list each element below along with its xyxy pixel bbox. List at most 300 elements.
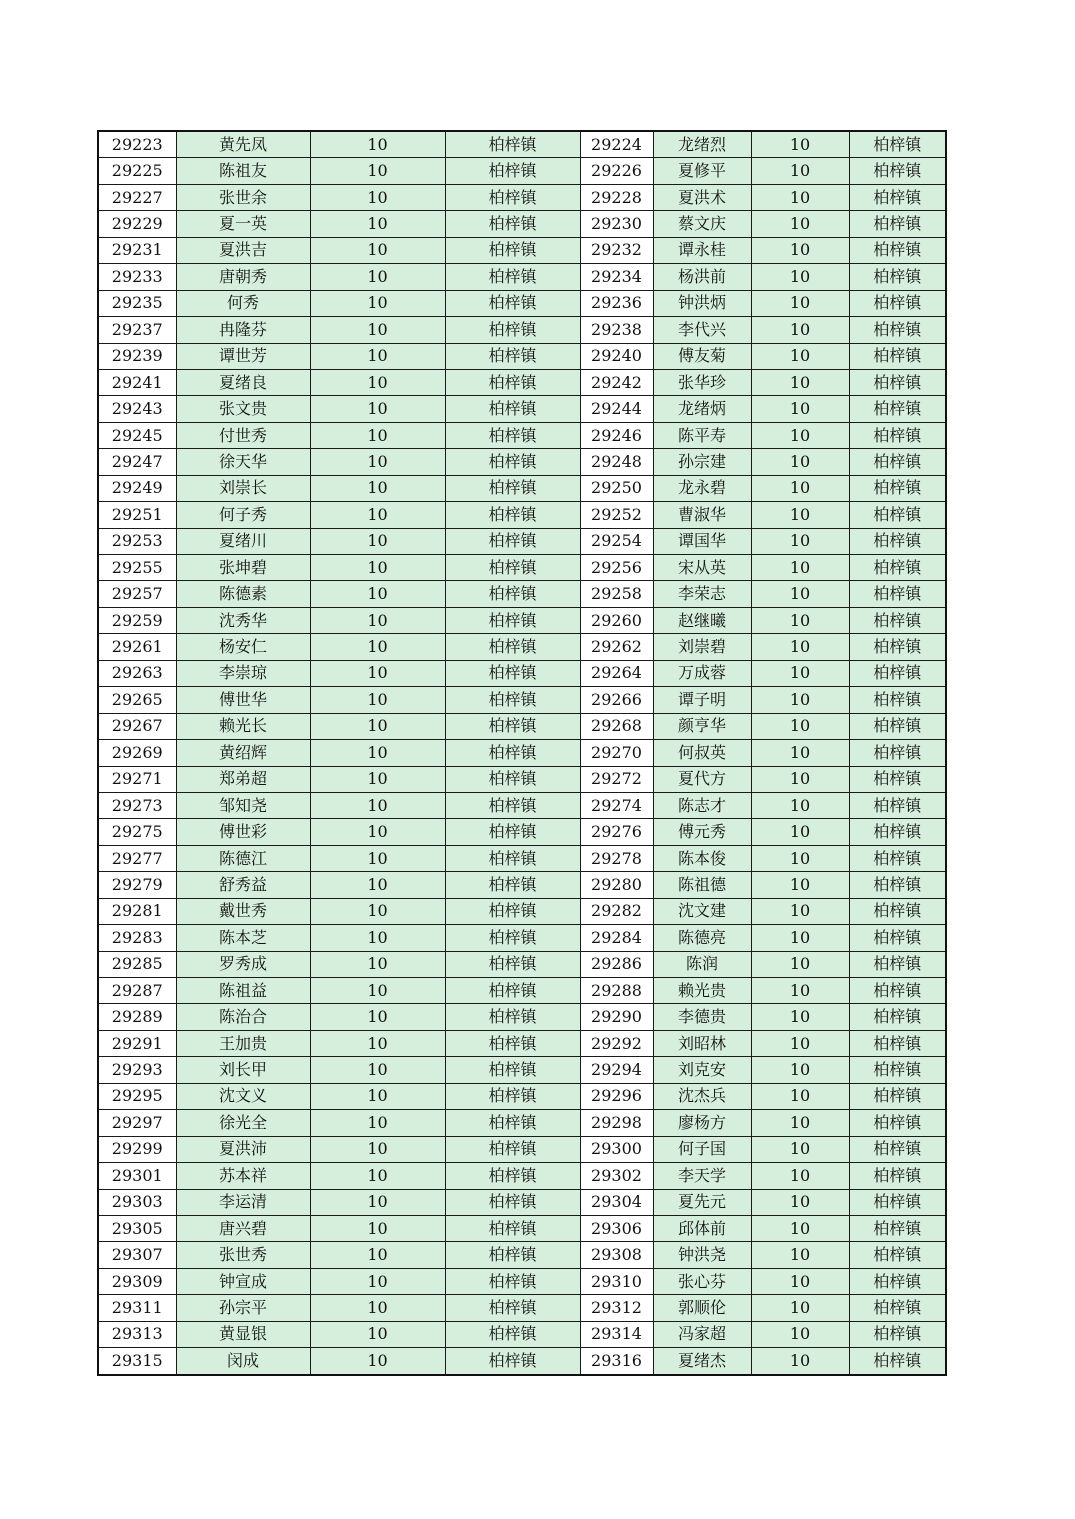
town-cell: 柏梓镇 — [849, 1136, 946, 1162]
town-cell: 柏梓镇 — [445, 528, 580, 554]
id-cell: 29294 — [580, 1057, 653, 1083]
id-cell: 29230 — [580, 211, 653, 237]
id-cell: 29311 — [98, 1295, 176, 1321]
name-cell: 刘长甲 — [176, 1057, 310, 1083]
town-cell: 柏梓镇 — [445, 502, 580, 528]
amount-cell: 10 — [310, 634, 445, 660]
town-cell: 柏梓镇 — [445, 898, 580, 924]
id-cell: 29268 — [580, 713, 653, 739]
amount-cell: 10 — [751, 581, 849, 607]
id-cell: 29248 — [580, 449, 653, 475]
id-cell: 29255 — [98, 555, 176, 581]
id-cell: 29274 — [580, 792, 653, 818]
name-cell: 孙宗建 — [653, 449, 751, 475]
town-cell: 柏梓镇 — [445, 211, 580, 237]
name-cell: 颜亨华 — [653, 713, 751, 739]
amount-cell: 10 — [751, 1057, 849, 1083]
amount-cell: 10 — [310, 555, 445, 581]
town-cell: 柏梓镇 — [849, 581, 946, 607]
amount-cell: 10 — [310, 607, 445, 633]
amount-cell: 10 — [310, 1348, 445, 1375]
name-cell: 钟宣成 — [176, 1268, 310, 1294]
id-cell: 29244 — [580, 396, 653, 422]
id-cell: 29277 — [98, 845, 176, 871]
town-cell: 柏梓镇 — [445, 449, 580, 475]
table-row — [98, 1110, 946, 1136]
id-cell: 29232 — [580, 237, 653, 263]
amount-cell: 10 — [310, 1136, 445, 1162]
id-cell: 29272 — [580, 766, 653, 792]
name-cell: 夏洪术 — [653, 184, 751, 210]
table-row — [98, 1215, 946, 1241]
id-cell: 29300 — [580, 1136, 653, 1162]
name-cell: 杨安仁 — [176, 634, 310, 660]
data-table — [97, 130, 947, 1376]
town-cell: 柏梓镇 — [445, 978, 580, 1004]
amount-cell: 10 — [751, 158, 849, 184]
name-cell: 陈祖友 — [176, 158, 310, 184]
name-cell: 李德贵 — [653, 1004, 751, 1030]
id-cell: 29239 — [98, 343, 176, 369]
id-cell: 29313 — [98, 1321, 176, 1347]
town-cell: 柏梓镇 — [445, 237, 580, 263]
town-cell: 柏梓镇 — [849, 872, 946, 898]
table-row — [98, 1057, 946, 1083]
amount-cell: 10 — [310, 1030, 445, 1056]
amount-cell: 10 — [751, 740, 849, 766]
name-cell: 夏先元 — [653, 1189, 751, 1215]
id-cell: 29227 — [98, 184, 176, 210]
town-cell: 柏梓镇 — [445, 792, 580, 818]
id-cell: 29297 — [98, 1110, 176, 1136]
amount-cell: 10 — [751, 237, 849, 263]
amount-cell: 10 — [310, 1057, 445, 1083]
amount-cell: 10 — [751, 475, 849, 501]
amount-cell: 10 — [751, 660, 849, 686]
id-cell: 29304 — [580, 1189, 653, 1215]
id-cell: 29264 — [580, 660, 653, 686]
amount-cell: 10 — [751, 1189, 849, 1215]
name-cell: 陈德亮 — [653, 925, 751, 951]
name-cell: 谭世芳 — [176, 343, 310, 369]
name-cell: 张世秀 — [176, 1242, 310, 1268]
amount-cell: 10 — [751, 1083, 849, 1109]
name-cell: 傅元秀 — [653, 819, 751, 845]
town-cell: 柏梓镇 — [445, 475, 580, 501]
amount-cell: 10 — [310, 1189, 445, 1215]
amount-cell: 10 — [310, 1110, 445, 1136]
id-cell: 29245 — [98, 422, 176, 448]
name-cell: 张世余 — [176, 184, 310, 210]
id-cell: 29316 — [580, 1348, 653, 1375]
table-row — [98, 131, 946, 158]
id-cell: 29223 — [98, 131, 176, 158]
town-cell: 柏梓镇 — [849, 1348, 946, 1375]
town-cell: 柏梓镇 — [849, 528, 946, 554]
name-cell: 赖光贵 — [653, 978, 751, 1004]
town-cell: 柏梓镇 — [445, 290, 580, 316]
amount-cell: 10 — [310, 660, 445, 686]
table-row — [98, 184, 946, 210]
id-cell: 29247 — [98, 449, 176, 475]
town-cell: 柏梓镇 — [445, 555, 580, 581]
town-cell: 柏梓镇 — [445, 766, 580, 792]
name-cell: 龙绪炳 — [653, 396, 751, 422]
name-cell: 沈文义 — [176, 1083, 310, 1109]
amount-cell: 10 — [751, 422, 849, 448]
name-cell: 夏绪杰 — [653, 1348, 751, 1375]
name-cell: 何秀 — [176, 290, 310, 316]
amount-cell: 10 — [310, 978, 445, 1004]
id-cell: 29275 — [98, 819, 176, 845]
id-cell: 29249 — [98, 475, 176, 501]
town-cell: 柏梓镇 — [849, 1057, 946, 1083]
name-cell: 傅世彩 — [176, 819, 310, 845]
name-cell: 陈本芝 — [176, 925, 310, 951]
town-cell: 柏梓镇 — [445, 1004, 580, 1030]
id-cell: 29290 — [580, 1004, 653, 1030]
name-cell: 付世秀 — [176, 422, 310, 448]
id-cell: 29260 — [580, 607, 653, 633]
town-cell: 柏梓镇 — [849, 396, 946, 422]
amount-cell: 10 — [751, 925, 849, 951]
id-cell: 29301 — [98, 1163, 176, 1189]
name-cell: 陈治合 — [176, 1004, 310, 1030]
id-cell: 29298 — [580, 1110, 653, 1136]
table-row — [98, 607, 946, 633]
town-cell: 柏梓镇 — [445, 872, 580, 898]
amount-cell: 10 — [310, 158, 445, 184]
amount-cell: 10 — [751, 1321, 849, 1347]
town-cell: 柏梓镇 — [849, 1030, 946, 1056]
name-cell: 唐朝秀 — [176, 264, 310, 290]
amount-cell: 10 — [751, 1163, 849, 1189]
town-cell: 柏梓镇 — [849, 1215, 946, 1241]
table-row — [98, 528, 946, 554]
id-cell: 29251 — [98, 502, 176, 528]
table-row — [98, 925, 946, 951]
name-cell: 夏绪良 — [176, 369, 310, 395]
id-cell: 29271 — [98, 766, 176, 792]
town-cell: 柏梓镇 — [445, 422, 580, 448]
name-cell: 陈润 — [653, 951, 751, 977]
id-cell: 29240 — [580, 343, 653, 369]
amount-cell: 10 — [751, 1268, 849, 1294]
table-row — [98, 264, 946, 290]
name-cell: 王加贵 — [176, 1030, 310, 1056]
id-cell: 29293 — [98, 1057, 176, 1083]
id-cell: 29279 — [98, 872, 176, 898]
table-row — [98, 449, 946, 475]
name-cell: 谭永桂 — [653, 237, 751, 263]
town-cell: 柏梓镇 — [445, 1295, 580, 1321]
amount-cell: 10 — [751, 131, 849, 158]
town-cell: 柏梓镇 — [849, 978, 946, 1004]
amount-cell: 10 — [310, 898, 445, 924]
amount-cell: 10 — [751, 1030, 849, 1056]
id-cell: 29312 — [580, 1295, 653, 1321]
amount-cell: 10 — [751, 528, 849, 554]
name-cell: 邱体前 — [653, 1215, 751, 1241]
amount-cell: 10 — [751, 845, 849, 871]
table-row — [98, 978, 946, 1004]
id-cell: 29306 — [580, 1215, 653, 1241]
id-cell: 29243 — [98, 396, 176, 422]
name-cell: 刘昭林 — [653, 1030, 751, 1056]
town-cell: 柏梓镇 — [849, 343, 946, 369]
amount-cell: 10 — [310, 422, 445, 448]
id-cell: 29265 — [98, 687, 176, 713]
name-cell: 谭国华 — [653, 528, 751, 554]
id-cell: 29266 — [580, 687, 653, 713]
amount-cell: 10 — [751, 792, 849, 818]
amount-cell: 10 — [310, 502, 445, 528]
name-cell: 赵继曦 — [653, 607, 751, 633]
name-cell: 钟洪炳 — [653, 290, 751, 316]
id-cell: 29269 — [98, 740, 176, 766]
id-cell: 29296 — [580, 1083, 653, 1109]
amount-cell: 10 — [751, 978, 849, 1004]
id-cell: 29267 — [98, 713, 176, 739]
amount-cell: 10 — [751, 396, 849, 422]
amount-cell: 10 — [751, 951, 849, 977]
id-cell: 29276 — [580, 819, 653, 845]
town-cell: 柏梓镇 — [849, 687, 946, 713]
amount-cell: 10 — [751, 713, 849, 739]
id-cell: 29238 — [580, 317, 653, 343]
amount-cell: 10 — [310, 819, 445, 845]
town-cell: 柏梓镇 — [849, 1110, 946, 1136]
town-cell: 柏梓镇 — [445, 819, 580, 845]
table-row — [98, 422, 946, 448]
name-cell: 沈秀华 — [176, 607, 310, 633]
name-cell: 何子秀 — [176, 502, 310, 528]
town-cell: 柏梓镇 — [445, 713, 580, 739]
town-cell: 柏梓镇 — [445, 1030, 580, 1056]
town-cell: 柏梓镇 — [445, 1348, 580, 1375]
amount-cell: 10 — [751, 290, 849, 316]
amount-cell: 10 — [751, 1215, 849, 1241]
name-cell: 黄先凤 — [176, 131, 310, 158]
amount-cell: 10 — [310, 925, 445, 951]
amount-cell: 10 — [310, 687, 445, 713]
id-cell: 29278 — [580, 845, 653, 871]
table-row — [98, 819, 946, 845]
town-cell: 柏梓镇 — [445, 317, 580, 343]
table-row — [98, 1268, 946, 1294]
amount-cell: 10 — [310, 740, 445, 766]
town-cell: 柏梓镇 — [445, 845, 580, 871]
amount-cell: 10 — [310, 449, 445, 475]
name-cell: 戴世秀 — [176, 898, 310, 924]
name-cell: 龙绪烈 — [653, 131, 751, 158]
id-cell: 29254 — [580, 528, 653, 554]
name-cell: 刘克安 — [653, 1057, 751, 1083]
name-cell: 夏代方 — [653, 766, 751, 792]
amount-cell: 10 — [310, 290, 445, 316]
amount-cell: 10 — [310, 951, 445, 977]
id-cell: 29229 — [98, 211, 176, 237]
amount-cell: 10 — [751, 1295, 849, 1321]
amount-cell: 10 — [751, 1136, 849, 1162]
amount-cell: 10 — [310, 184, 445, 210]
id-cell: 29283 — [98, 925, 176, 951]
id-cell: 29288 — [580, 978, 653, 1004]
name-cell: 李崇琼 — [176, 660, 310, 686]
id-cell: 29285 — [98, 951, 176, 977]
town-cell: 柏梓镇 — [849, 1268, 946, 1294]
id-cell: 29228 — [580, 184, 653, 210]
town-cell: 柏梓镇 — [849, 131, 946, 158]
town-cell: 柏梓镇 — [445, 1163, 580, 1189]
table-row — [98, 581, 946, 607]
town-cell: 柏梓镇 — [849, 184, 946, 210]
name-cell: 李运清 — [176, 1189, 310, 1215]
amount-cell: 10 — [751, 502, 849, 528]
town-cell: 柏梓镇 — [445, 1057, 580, 1083]
id-cell: 29263 — [98, 660, 176, 686]
name-cell: 钟洪尧 — [653, 1242, 751, 1268]
amount-cell: 10 — [310, 1215, 445, 1241]
town-cell: 柏梓镇 — [849, 819, 946, 845]
name-cell: 徐光全 — [176, 1110, 310, 1136]
table-row — [98, 502, 946, 528]
table-row — [98, 660, 946, 686]
town-cell: 柏梓镇 — [445, 343, 580, 369]
id-cell: 29236 — [580, 290, 653, 316]
id-cell: 29282 — [580, 898, 653, 924]
id-cell: 29261 — [98, 634, 176, 660]
table-row — [98, 845, 946, 871]
town-cell: 柏梓镇 — [445, 264, 580, 290]
id-cell: 29309 — [98, 1268, 176, 1294]
id-cell: 29241 — [98, 369, 176, 395]
id-cell: 29226 — [580, 158, 653, 184]
town-cell: 柏梓镇 — [445, 369, 580, 395]
table-row — [98, 1163, 946, 1189]
amount-cell: 10 — [751, 898, 849, 924]
id-cell: 29310 — [580, 1268, 653, 1294]
amount-cell: 10 — [310, 845, 445, 871]
name-cell: 陈德江 — [176, 845, 310, 871]
name-cell: 苏本祥 — [176, 1163, 310, 1189]
town-cell: 柏梓镇 — [849, 422, 946, 448]
name-cell: 夏修平 — [653, 158, 751, 184]
town-cell: 柏梓镇 — [445, 607, 580, 633]
town-cell: 柏梓镇 — [849, 925, 946, 951]
id-cell: 29262 — [580, 634, 653, 660]
town-cell: 柏梓镇 — [849, 369, 946, 395]
name-cell: 邹知尧 — [176, 792, 310, 818]
table-row — [98, 1136, 946, 1162]
amount-cell: 10 — [310, 264, 445, 290]
id-cell: 29253 — [98, 528, 176, 554]
table-row — [98, 555, 946, 581]
table-row — [98, 1189, 946, 1215]
amount-cell: 10 — [751, 607, 849, 633]
id-cell: 29273 — [98, 792, 176, 818]
town-cell: 柏梓镇 — [445, 1321, 580, 1347]
id-cell: 29250 — [580, 475, 653, 501]
amount-cell: 10 — [310, 792, 445, 818]
id-cell: 29246 — [580, 422, 653, 448]
amount-cell: 10 — [751, 317, 849, 343]
amount-cell: 10 — [310, 872, 445, 898]
town-cell: 柏梓镇 — [445, 396, 580, 422]
name-cell: 唐兴碧 — [176, 1215, 310, 1241]
amount-cell: 10 — [751, 211, 849, 237]
town-cell: 柏梓镇 — [445, 951, 580, 977]
town-cell: 柏梓镇 — [849, 1321, 946, 1347]
town-cell: 柏梓镇 — [445, 184, 580, 210]
name-cell: 夏洪沛 — [176, 1136, 310, 1162]
town-cell: 柏梓镇 — [849, 158, 946, 184]
amount-cell: 10 — [310, 1321, 445, 1347]
amount-cell: 10 — [310, 1004, 445, 1030]
id-cell: 29256 — [580, 555, 653, 581]
amount-cell: 10 — [751, 687, 849, 713]
name-cell: 陈平寿 — [653, 422, 751, 448]
id-cell: 29292 — [580, 1030, 653, 1056]
town-cell: 柏梓镇 — [445, 158, 580, 184]
name-cell: 刘崇长 — [176, 475, 310, 501]
amount-cell: 10 — [310, 1242, 445, 1268]
id-cell: 29308 — [580, 1242, 653, 1268]
table-row — [98, 396, 946, 422]
town-cell: 柏梓镇 — [849, 555, 946, 581]
amount-cell: 10 — [310, 131, 445, 158]
amount-cell: 10 — [751, 184, 849, 210]
amount-cell: 10 — [751, 264, 849, 290]
name-cell: 廖杨方 — [653, 1110, 751, 1136]
town-cell: 柏梓镇 — [849, 1004, 946, 1030]
name-cell: 陈志才 — [653, 792, 751, 818]
table-row — [98, 369, 946, 395]
id-cell: 29237 — [98, 317, 176, 343]
name-cell: 张坤碧 — [176, 555, 310, 581]
amount-cell: 10 — [751, 1004, 849, 1030]
id-cell: 29281 — [98, 898, 176, 924]
name-cell: 傅友菊 — [653, 343, 751, 369]
amount-cell: 10 — [310, 528, 445, 554]
name-cell: 孙宗平 — [176, 1295, 310, 1321]
amount-cell: 10 — [310, 211, 445, 237]
town-cell: 柏梓镇 — [445, 581, 580, 607]
town-cell: 柏梓镇 — [445, 925, 580, 951]
name-cell: 谭子明 — [653, 687, 751, 713]
amount-cell: 10 — [310, 713, 445, 739]
name-cell: 沈文建 — [653, 898, 751, 924]
name-cell: 张华珍 — [653, 369, 751, 395]
amount-cell: 10 — [751, 369, 849, 395]
town-cell: 柏梓镇 — [445, 1215, 580, 1241]
id-cell: 29234 — [580, 264, 653, 290]
name-cell: 黄绍辉 — [176, 740, 310, 766]
town-cell: 柏梓镇 — [445, 660, 580, 686]
name-cell: 何叔英 — [653, 740, 751, 766]
name-cell: 刘崇碧 — [653, 634, 751, 660]
amount-cell: 10 — [310, 1083, 445, 1109]
name-cell: 万成蓉 — [653, 660, 751, 686]
table-row — [98, 687, 946, 713]
town-cell: 柏梓镇 — [849, 792, 946, 818]
table-row — [98, 1030, 946, 1056]
town-cell: 柏梓镇 — [849, 449, 946, 475]
amount-cell: 10 — [310, 343, 445, 369]
table-row — [98, 1321, 946, 1347]
name-cell: 夏一英 — [176, 211, 310, 237]
id-cell: 29233 — [98, 264, 176, 290]
